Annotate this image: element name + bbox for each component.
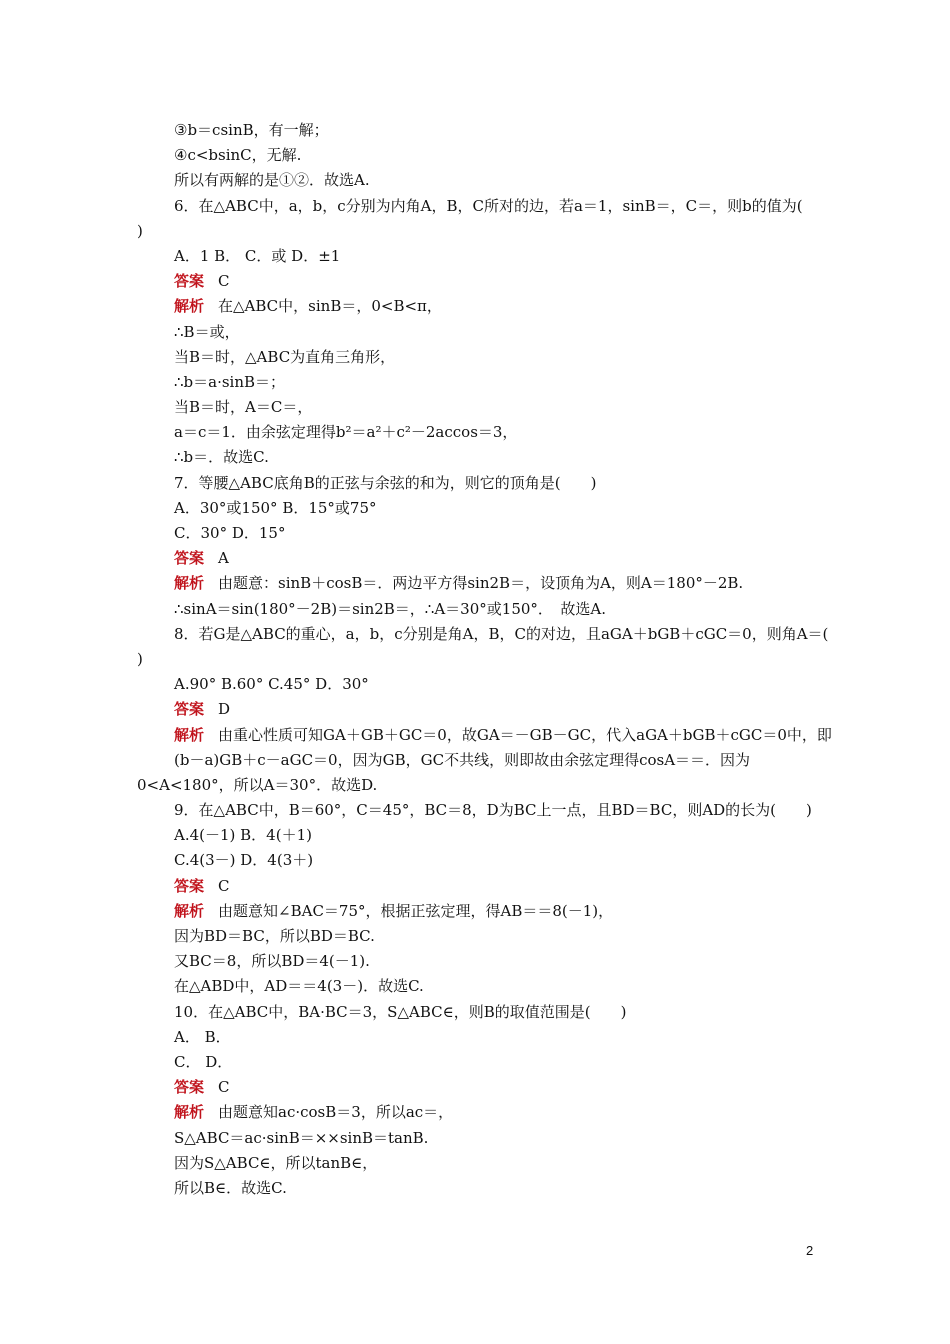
text-line (137, 118, 827, 143)
text-line (137, 647, 827, 672)
text-line (137, 848, 827, 873)
line-text: ∴b＝．故选C. (174, 448, 269, 467)
text-line (137, 798, 827, 823)
text-line (137, 823, 827, 848)
text-line (137, 244, 827, 269)
text-line (137, 445, 827, 470)
line-text: 8．若G是△ABC的重心，a，b，c分别是角A，B，C的对边，且aGA＋bGB＋cGC＝0，则角A＝( (174, 624, 829, 643)
section-label: 答案 (174, 700, 205, 719)
analysis-line (137, 723, 832, 748)
text-line (137, 622, 827, 647)
section-label: 答案 (174, 876, 205, 895)
line-text: 所以有两解的是①②．故选A. (174, 171, 370, 190)
line-text: A．1 B． C．或 D．±1 (174, 246, 341, 265)
answer-line (137, 1075, 827, 1100)
line-text: C.4(3－) D．4(3＋) (174, 851, 314, 870)
line-text: C (218, 1078, 230, 1097)
line-text: 所以B∈．故选C. (174, 1178, 287, 1197)
answer-line (137, 697, 827, 722)
section-label: 解析 (174, 901, 205, 920)
line-text: ④c<bsinC，无解. (174, 146, 302, 165)
line-text: 0<A<180°，所以A＝30°．故选D. (137, 775, 378, 794)
line-text: ∴sinA＝sin(180°－2B)＝sin2B＝，∴A＝30°或150°． 故选A. (174, 599, 607, 618)
section-label: 解析 (174, 1103, 205, 1122)
line-text: A．30°或150° B．15°或75° (174, 498, 377, 517)
text-line (137, 1176, 827, 1201)
line-text: A.4(－1) B．4(＋1) (174, 826, 312, 845)
text-line (137, 672, 827, 697)
line-text: S△ABC＝ac·sinB＝××sinB＝tanB. (174, 1128, 429, 1147)
text-line (137, 471, 827, 496)
line-text: 又BC＝8，所以BD＝4(－1). (174, 952, 370, 971)
analysis-line (137, 571, 827, 596)
text-line (137, 924, 827, 949)
line-text: 9．在△ABC中，B＝60°，C＝45°，BC＝8，D为BC上一点，且BD＝BC，则AD的长为( ) (174, 801, 812, 820)
line-text: A． B． (174, 1027, 231, 1046)
line-text: 因为BD＝BC，所以BD＝BC. (174, 927, 375, 945)
text-line (137, 521, 827, 546)
line-text: 当B＝时，△ABC为直角三角形， (174, 347, 396, 366)
text-line (137, 143, 827, 168)
text-line (137, 219, 827, 244)
line-text: 10．在△ABC中，BA·BC＝3，S△ABC∈，则B的取值范围是( ) (174, 1002, 627, 1021)
section-label: 解析 (174, 574, 205, 593)
page-number: 2 (806, 1243, 814, 1258)
line-text: ) (137, 649, 143, 668)
text-line (137, 1025, 827, 1050)
line-text: A.90° B.60° C.45° D．30° (174, 675, 369, 694)
line-text: 由重心性质可知GA＋GB＋GC＝0，故GA＝－GB－GC，代入aGA＋bGB＋cGC＝0中，即 (218, 725, 832, 744)
section-label: 答案 (174, 272, 205, 291)
text-line (137, 1151, 827, 1176)
text-line (137, 949, 827, 974)
line-text: ∴b＝a·sinB＝； (174, 372, 286, 391)
text-line (137, 974, 827, 999)
answer-line (137, 874, 827, 899)
text-line (137, 748, 827, 773)
line-text: 由题意知∠BAC＝75°，根据正弦定理，得AB＝＝8(－1)， (218, 901, 614, 920)
line-text: C (218, 272, 230, 291)
line-text: 由题意：sinB＋cosB＝．两边平方得sin2B＝，设顶角为A，则A＝180°－2B. (218, 574, 744, 593)
text-line (137, 168, 827, 193)
section-label: 答案 (174, 549, 205, 568)
line-text: ∴B＝或， (174, 322, 240, 341)
line-text: ) (137, 221, 143, 240)
answer-line (137, 269, 827, 294)
answer-line (137, 546, 827, 571)
line-text: C (218, 876, 230, 895)
line-text: C．30° D．15° (174, 524, 286, 542)
text-line (137, 496, 827, 521)
analysis-line (137, 899, 827, 924)
line-text: A (218, 549, 229, 568)
line-text: 6．在△ABC中，a，b，c分别为内角A，B，C所对的边，若a＝1，sinB＝，C＝，则b的值为( (174, 196, 803, 215)
section-label: 解析 (174, 725, 205, 744)
line-text: 因为S△ABC∈，所以tanB∈， (174, 1153, 378, 1172)
analysis-line (137, 294, 827, 319)
line-text: (b－a)GB＋c－aGC＝0，因为GB，GC不共线，则即故由余弦定理得cosA＝＝．因为 (174, 750, 751, 769)
section-label: 答案 (174, 1078, 205, 1097)
text-line (137, 1000, 827, 1025)
text-line (137, 194, 827, 219)
text-line (137, 320, 827, 345)
line-text: 由题意知ac·cosB＝3，所以ac＝， (218, 1103, 454, 1122)
line-text: a＝c＝1．由余弦定理得b²＝a²＋c²－2accos＝3， (174, 423, 518, 442)
line-text: D (218, 700, 231, 719)
line-text: 在△ABD中，AD＝＝4(3－)．故选C. (174, 977, 424, 996)
line-text: ③b＝csinB，有一解； (174, 121, 329, 139)
text-line (137, 370, 827, 395)
analysis-line (137, 1100, 827, 1125)
text-line (137, 345, 827, 370)
text-line (137, 1050, 827, 1075)
line-text: 在△ABC中，sinB＝，0<B<π， (218, 297, 442, 316)
line-text: 7．等腰△ABC底角B的正弦与余弦的和为，则它的顶角是( ) (174, 473, 597, 492)
line-text: 当B＝时，A＝C＝， (174, 398, 313, 417)
text-line (137, 395, 827, 420)
text-line (137, 1126, 827, 1151)
document-body (137, 118, 832, 1201)
section-label: 解析 (174, 297, 205, 316)
text-line (137, 420, 827, 445)
text-line (137, 773, 827, 798)
line-text: C． D． (174, 1052, 233, 1071)
text-line (137, 597, 827, 622)
